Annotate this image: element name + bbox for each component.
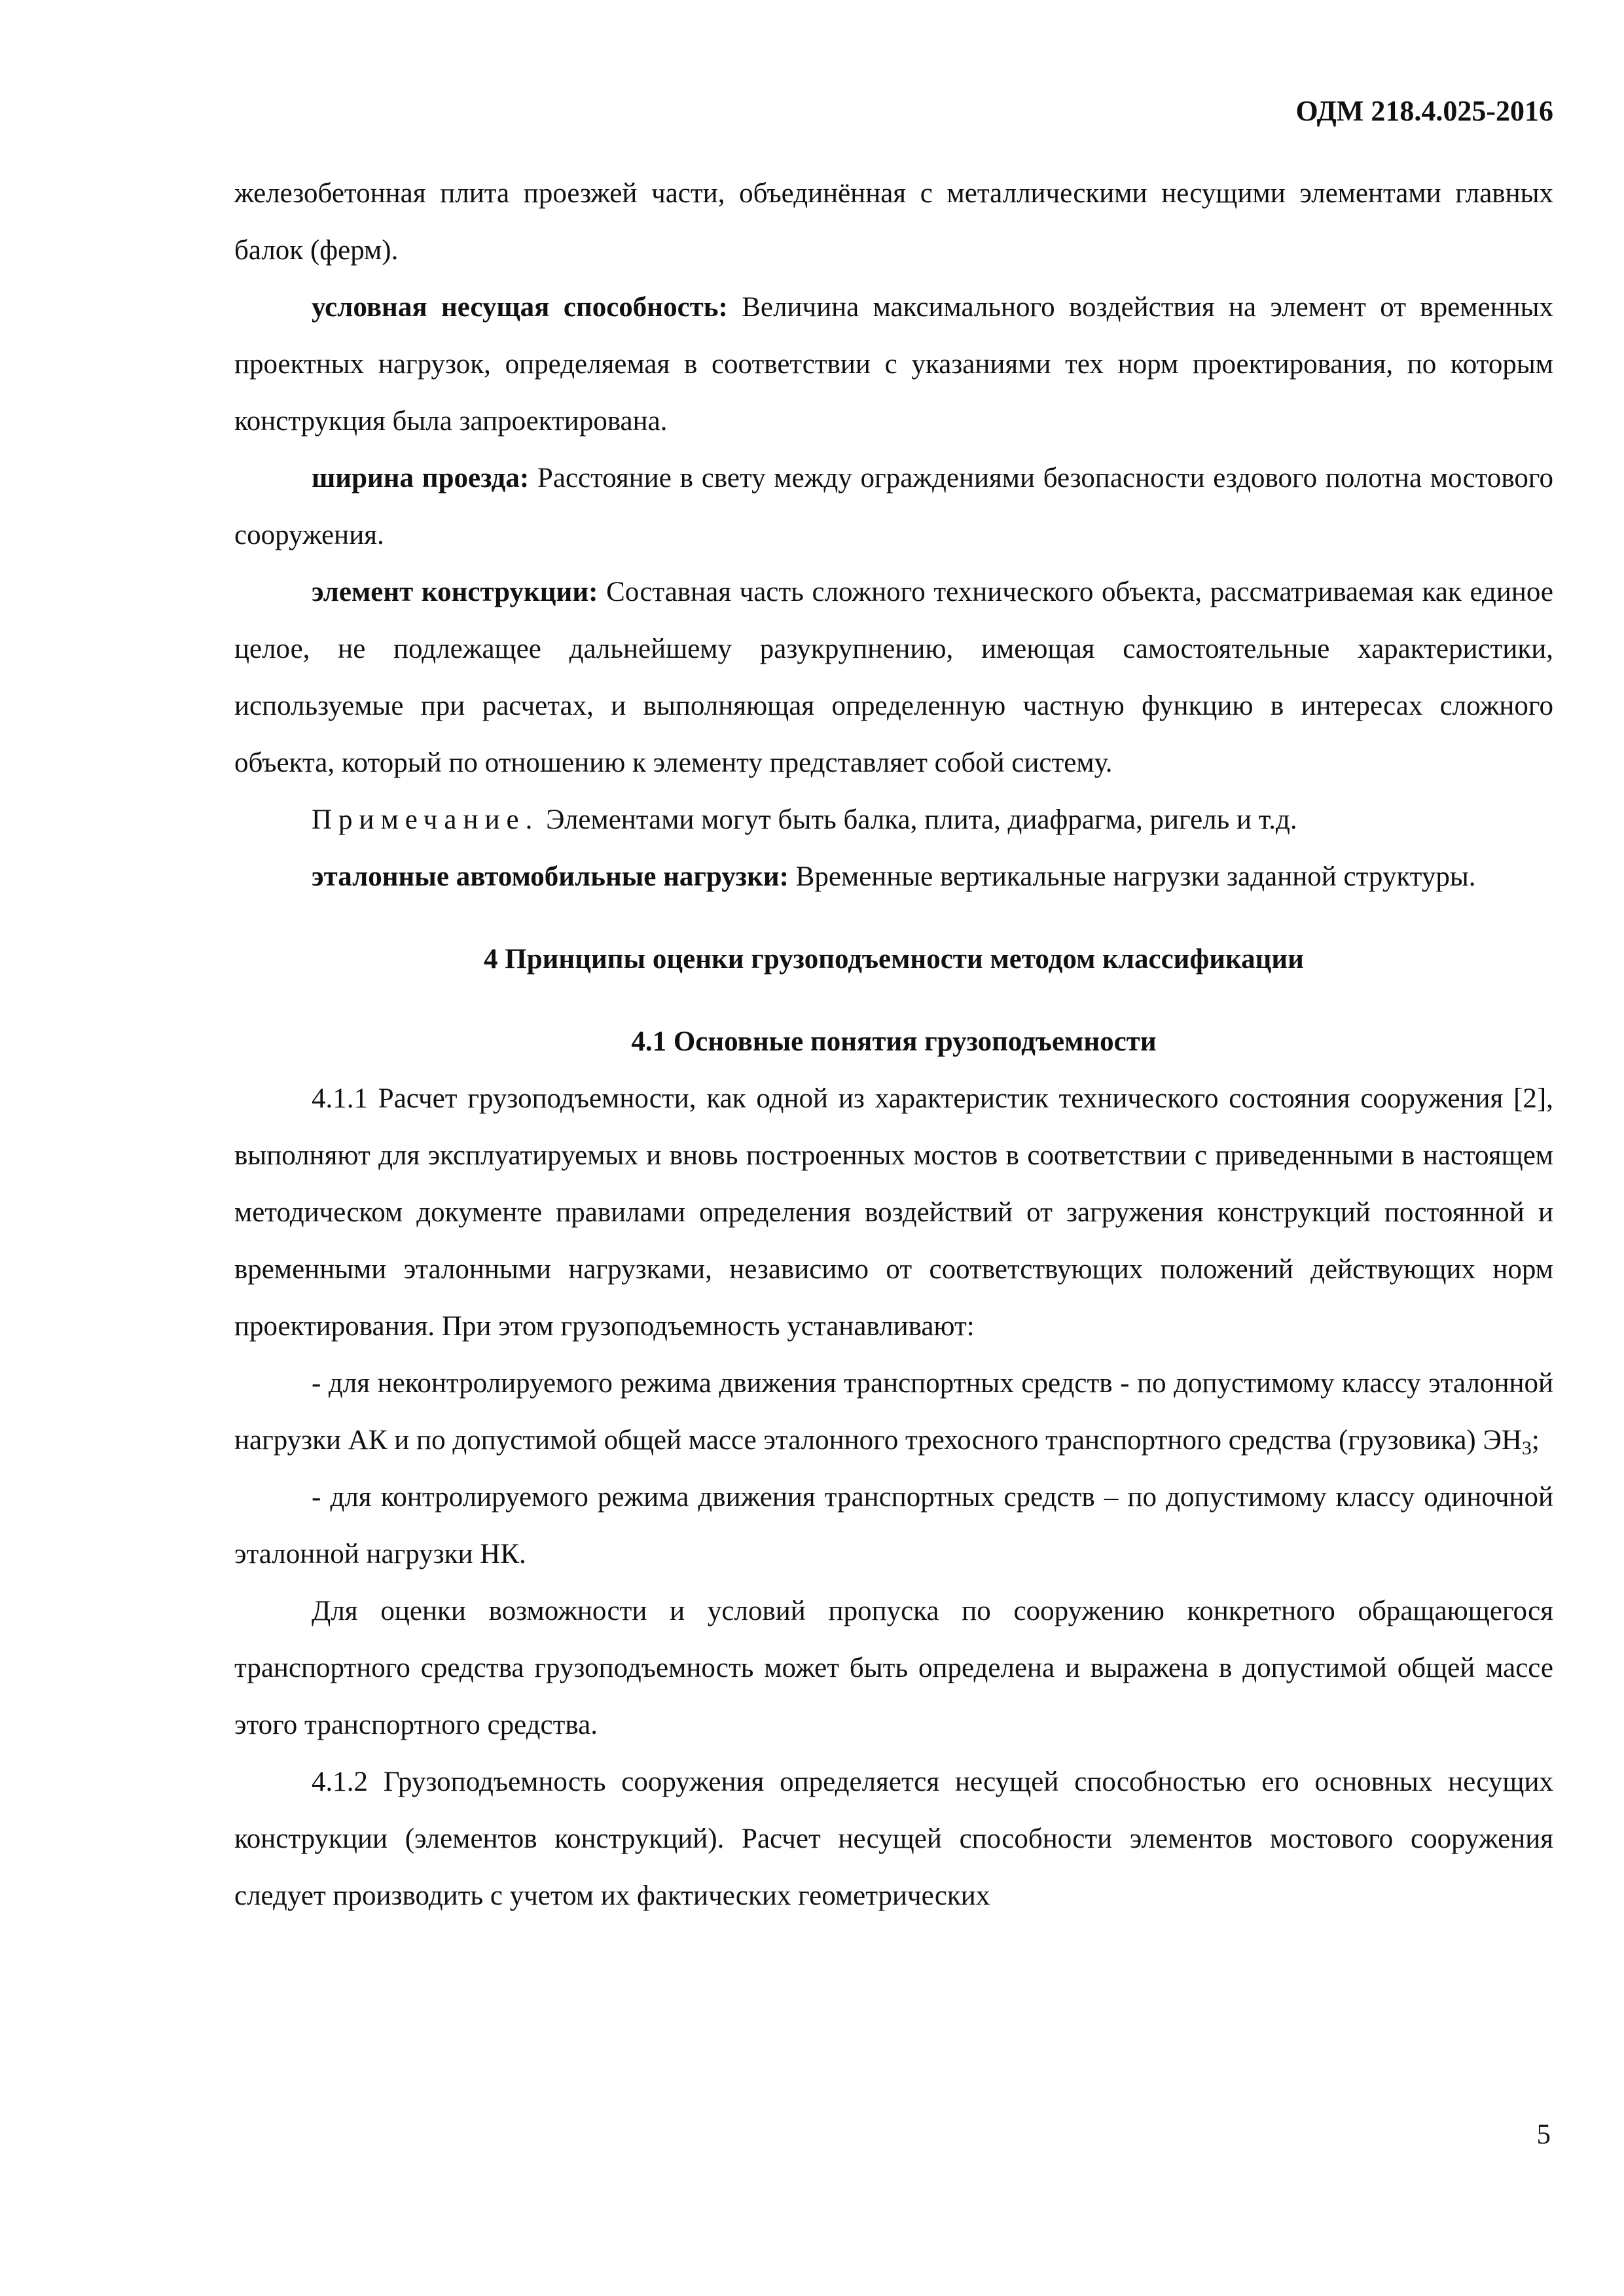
term-label: ширина проезда: <box>312 463 530 493</box>
paragraph-continuation: железобетонная плита проезжей части, объединённая с металлическими несущими элементами главных балок (ферм). <box>234 178 1553 266</box>
term-label: элемент конструкции: <box>312 577 598 607</box>
term-label: эталонные автомобильные нагрузки: <box>312 861 789 892</box>
list-item-controlled: - для контролируемого режима движения транспортных средств – по допустимому классу одиночной эталонной нагрузки НК. <box>234 1482 1553 1570</box>
list-item-end: ; <box>1531 1425 1540 1456</box>
term-definition: Временные вертикальные нагрузки заданной структуры. <box>788 861 1476 892</box>
definition-structural-element <box>234 564 1553 791</box>
list-item-uncontrolled <box>234 1355 1553 1469</box>
note-label: Примечание. <box>312 804 539 835</box>
definition-carriageway-width <box>234 450 1553 564</box>
note-paragraph <box>234 791 1553 848</box>
term-definition: Составная часть сложного технического объекта, рассматриваемая как единое целое, не подлежащее дальнейшему разукрупнению, имеющая самостоятельные характеристики, используемые при расчетах, и выполняющая определенную частную функцию в интересах сложного объекта, который по отношению к элементу представляет собой систему. <box>234 577 1553 778</box>
term-definition: Расстояние в свету между ограждениями безопасности ездового полотна мостового сооружения. <box>234 463 1553 550</box>
section-heading: 4 Принципы оценки грузоподъемности методом классификации <box>484 944 1304 975</box>
document-code: ОДМ 218.4.025-2016 <box>1295 95 1553 127</box>
subsection-heading: 4.1 Основные понятия грузоподъемности <box>631 1026 1157 1057</box>
note-text: Элементами могут быть балка, плита, диафрагма, ригель и т.д. <box>539 804 1297 835</box>
subscript-number: 3 <box>1521 1437 1532 1459</box>
definition-reference-loads <box>234 848 1553 905</box>
term-label: условная несущая способность: <box>312 292 728 323</box>
term-definition: Величина максимального воздействия на элемент от временных проектных нагрузок, определяемая в соответствии с указаниями тех норм проектирования, по которым конструкция была запроектирована. <box>234 292 1553 437</box>
page-number: 5 <box>1536 2119 1551 2150</box>
clause-4-1-1: 4.1.1 Расчет грузоподъемности, как одной из характеристик технического состояния сооружения [2], выполняют для эксплуатируемых и вновь построенных мостов в соответствии с приведенными в настоящем методическом документе правилами определения воздействий от загружения конструкций постоянной и временными эталонными нагрузками, независимо от соответствующих положений действующих норм проектирования. При этом грузоподъемность устанавливают: <box>234 1083 1553 1342</box>
clause-4-1-2: 4.1.2 Грузоподъемность сооружения определяется несущей способностью его основных несущих конструкции (элементов конструкций). Расчет несущей способности элементов мостового сооружения следует производить с учетом их фактических геометрических <box>234 1767 1553 1911</box>
list-item-text: - для неконтролируемого режима движения транспортных средств - по допустимому классу эталонной нагрузки АК и по допустимой общей массе эталонного трехосного транспортного средства (грузовика) ЭН <box>234 1368 1553 1456</box>
document-body <box>234 165 1553 1924</box>
paragraph-assessment: Для оценки возможности и условий пропуска по сооружению конкретного обращающегося транспортного средства грузоподъемность может быть определена и выражена в допустимой общей массе этого транспортного средства. <box>234 1596 1553 1740</box>
definition-conditional-capacity <box>234 279 1553 450</box>
